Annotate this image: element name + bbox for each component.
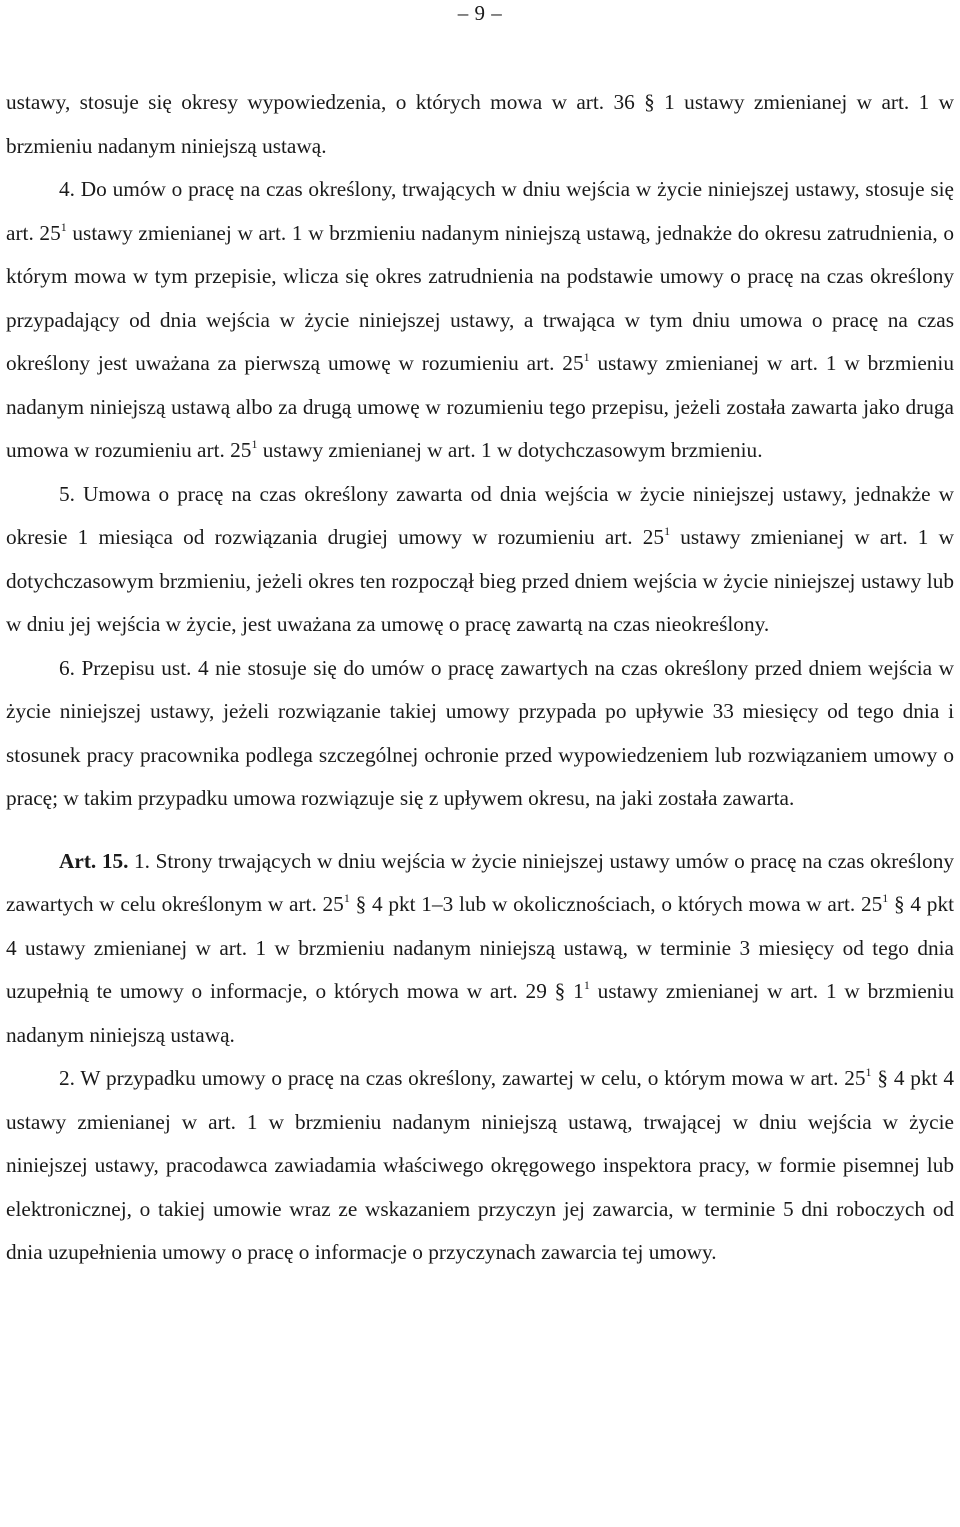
- superscript: 1: [583, 350, 590, 364]
- superscript: 1: [583, 978, 590, 992]
- paragraph-4: [6, 168, 954, 473]
- article-15-paragraph-2: [6, 1057, 954, 1275]
- text-segment: ustawy zmienianej w art. 1 w dotychczasowym brzmieniu, jeżeli okres ten rozpoczął bieg przed dniem wejścia w życie niniejszej ustawy lub w dniu jej wejścia w życie, jest uważana za umowę o pracę zawartą na czas nieokreślony.: [6, 525, 954, 636]
- text-segment: ustawy zmienianej w art. 1 w brzmieniu nadanym niniejszą ustawą, jednakże do okresu zatrudnienia, o którym mowa w tym przepisie, wlicza się okres zatrudnienia na podstawie umowy o pracę na czas określony przypadający od dnia wejścia w życie niniejszej ustawy, a trwająca w tym dniu umowa o pracę na czas określony jest uważana za pierwszą umowę w rozumieniu art. 25: [6, 220, 954, 375]
- superscript: 1: [60, 219, 67, 234]
- text-segment: 4. Do umów o pracę na czas określony, trwających w dniu wejścia w życie niniejszej ustawy, stosuje się art. 25: [6, 177, 954, 245]
- superscript: 1: [251, 437, 258, 451]
- document-body: [6, 81, 954, 1275]
- text-segment: ustawy zmienianej w art. 1 w brzmieniu nadanym niniejszą ustawą.: [6, 979, 954, 1047]
- text-segment: ustawy zmienianej w art. 1 w dotychczasowym brzmieniu.: [257, 438, 763, 462]
- text-segment: § 4 pkt 4 ustawy zmienianej w art. 1 w brzmieniu nadanym niniejszą ustawą, trwającej w dniu wejścia w życie niniejszej ustawy, pracodawca zawiadamia właściwego okręgowego inspektora pracy, w formie pisemnej lub elektronicznej, o takiej umowie wraz ze wskazaniem przyczyn jej zawarcia, w terminie 5 dni roboczych od dnia uzupełnienia umowy o pracę o informacje o przyczynach zawarcia tej umowy.: [6, 1066, 954, 1264]
- superscript: 1: [865, 1065, 872, 1079]
- paragraph-5: [6, 473, 954, 647]
- article-heading: Art. 15.: [59, 848, 129, 873]
- paragraph-continuation: [6, 81, 954, 168]
- text-segment: § 4 pkt 1–3 lub w okolicznościach, o których mowa w art. 25: [349, 892, 883, 916]
- text-segment: 1. Strony trwających w dniu wejścia w życie niniejszej ustawy umów o pracę na czas określony zawartych w celu określonym w art. 25: [6, 848, 954, 916]
- superscript: 1: [882, 891, 889, 905]
- superscript: 1: [664, 524, 671, 538]
- text-segment: § 4 pkt 4 ustawy zmienianej w art. 1 w brzmieniu nadanym niniejszą ustawą, w terminie 3 miesięcy od tego dnia uzupełnią te umowy o informacje, o których mowa w art. 29 § 1: [6, 892, 955, 1003]
- text-segment: 2. W przypadku umowy o pracę na czas określony, zawartej w celu, o którym mowa w art. 25: [59, 1066, 866, 1090]
- text-segment: ustawy zmienianej w art. 1 w brzmieniu nadanym niniejszą ustawą albo za drugą umowę w rozumieniu tego przepisu, jeżeli została zawarta jako druga umowa w rozumieniu art. 25: [6, 351, 954, 462]
- superscript: 1: [343, 891, 350, 905]
- text-segment: 6. Przepisu ust. 4 nie stosuje się do umów o pracę zawartych na czas określony przed dniem wejścia w życie niniejszej ustawy, jeżeli rozwiązanie takiej umowy przypada po upływie 33 miesięcy od tego dnia i stosunek pracy pracownika podlega szczególnej ochronie przed wypowiedzeniem lub rozwiązaniem umowy o pracę; w takim przypadku umowa rozwiązuje się z upływem okresu, na jaki została zawarta.: [6, 655, 954, 810]
- page-number: – 9 –: [457, 1, 503, 25]
- text-segment: 5. Umowa o pracę na czas określony zawarta od dnia wejścia w życie niniejszej ustawy, jednakże w okresie 1 miesiąca od rozwiązania drugiej umowy w rozumieniu art. 25: [6, 481, 954, 549]
- paragraph-6: [6, 647, 954, 821]
- article-15-paragraph-1: [6, 840, 954, 1058]
- text-segment: ustawy, stosuje się okresy wypowiedzenia, o których mowa w art. 36 § 1 ustawy zmienianej w art. 1 w brzmieniu nadanym niniejszą ustawą.: [6, 90, 954, 158]
